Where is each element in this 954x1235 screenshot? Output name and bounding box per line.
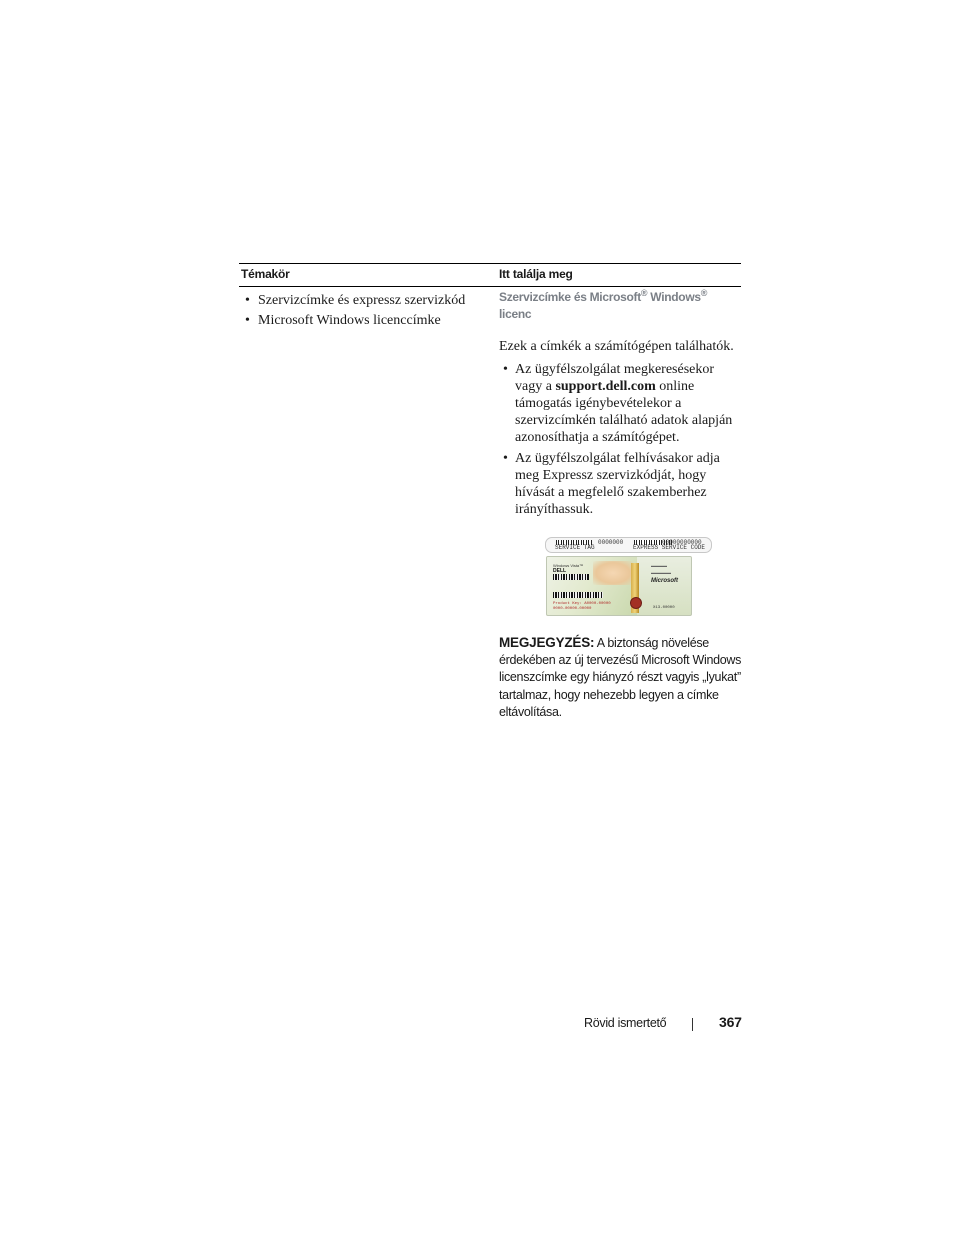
note-label: MEGJEGYZÉS: <box>499 635 595 650</box>
microsoft-logo: Microsoft <box>651 578 678 584</box>
service-tag-value: 0000000 <box>598 539 624 546</box>
note-paragraph <box>499 634 743 721</box>
footer-section-title: Rövid ismertető <box>584 1016 667 1030</box>
coa-barcode-1 <box>553 574 589 580</box>
windows-license-label: Windows Vista™ DELL Product Key: A0000-00000 0000-00000-00000 ▬▬▬▬ ▬▬▬▬▬ Microsoft X13-00000 <box>546 556 692 616</box>
topic-item-windows-license: • Microsoft Windows licenccímke <box>243 311 483 331</box>
coa-product-name: Windows Vista™ <box>553 563 584 568</box>
where-intro: Ezek a címkék a számítógépen találhatók. <box>499 339 734 354</box>
topic-item-service-tag: • Szervizcímke és expressz szervizkód <box>243 291 483 311</box>
where-subheading: Szervizcímke és Microsoft® Windows® licenc <box>499 288 708 321</box>
coa-barcode-2 <box>553 592 603 598</box>
note-text: A biztonság növelése érdekében az új tervezésű Microsoft Windows licenszcímke egy hiányzó részt vagyis „lyukat” tartalmaz, hogy nehezebb legyen a címke eltávolítása. <box>499 636 742 719</box>
column-header-where: Itt találja meg <box>499 267 573 281</box>
where-bullet-list <box>499 361 741 518</box>
service-tag-caption: SERVICE TAG <box>555 544 595 551</box>
table-header-rule <box>239 286 741 287</box>
column-header-topic: Témakör <box>241 267 290 281</box>
service-tag-label <box>545 537 712 553</box>
table-top-rule <box>239 263 741 264</box>
footer-separator <box>692 1018 693 1031</box>
where-bullet-express-code: • Az ügyfélszolgálat felhívásakor adja meg Expressz szervizkódját, hogy hívását a megfelelő szakemberhez irányíthassuk. <box>499 450 741 518</box>
coa-security-hole <box>630 597 642 609</box>
where-column <box>499 289 741 522</box>
coa-footer-code: X13-00000 <box>653 606 675 610</box>
label-illustration <box>545 537 713 617</box>
topic-list <box>243 291 483 331</box>
coa-product-key: Product Key: A0000-00000 0000-00000-00000 <box>553 602 611 611</box>
support-link[interactable]: support.dell.com <box>555 379 656 394</box>
where-bullet-support: • Az ügyfélszolgálat megkeresésekor vagy a support.dell.com online támogatás igénybevételekor a szervizcímkén található adatok alapján azonosíthatja a számítógépet. <box>499 361 741 446</box>
express-code-caption: EXPRESS SERVICE CODE <box>633 544 706 551</box>
express-code-value: 00000000000 <box>662 539 702 546</box>
page-number: 367 <box>719 1014 742 1030</box>
dell-logo: DELL <box>553 568 567 574</box>
